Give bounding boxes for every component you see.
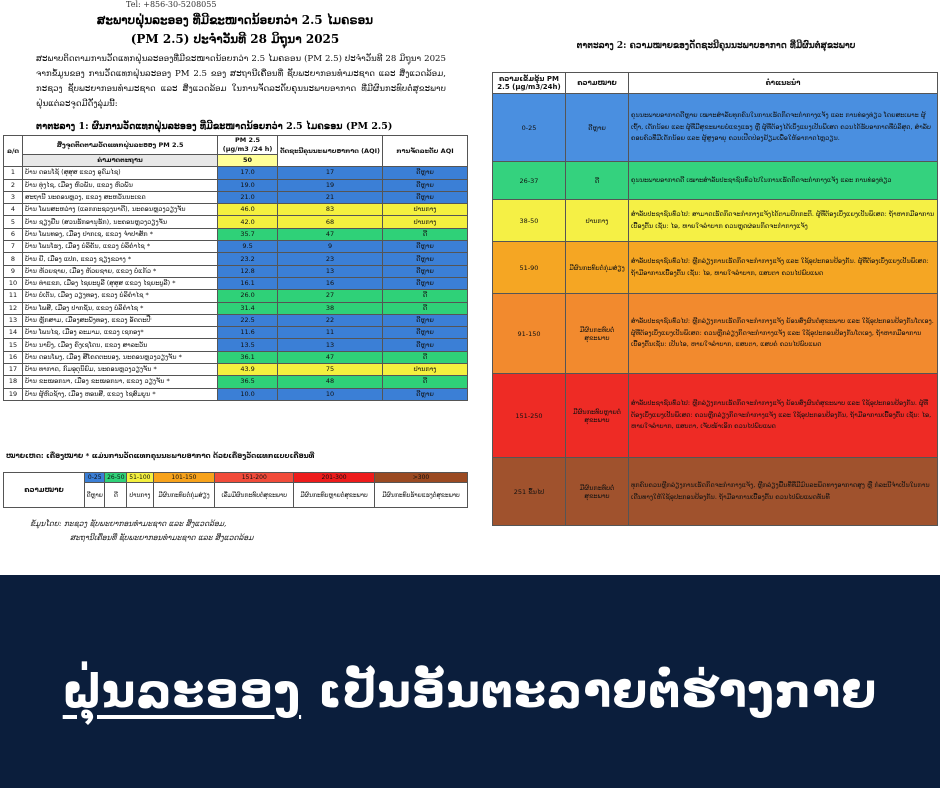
row-advice: ຄຸນນະພາບອາກາດດີຫຼາຍ ເໝາະສໍາລັບທຸກຄົນໃນການເຮັດກິດຈະກໍາກາງແຈ້ງ ແລະ ການທ່ອງທ່ຽວ ໂດຍສະເພາະ ຜູ້ເຖົ້າ, ເດັກນ້ອຍ ແລະ ຜູ້ທີ່ມີສຸຂະພາບບໍ່ແຂງແຮງ ຫຼື ຜູ້ທີ່ຕ້ອງໄດ້ເບິ່ງແຍງເປັນພິເສດ ຄວນໄດ້ຮັບອາກາດທີ່ບໍລິສຸດ, ສໍາລັບຄອບຄົວທີ່ມີເດັກນ້ອຍ ແລະ ຜູ້ສູງອາຍຸ ຄວນເປີດປ່ອງຢ້ຽມເພື່ອໃຫ້ອາກາດໄຫຼວຽນ. — [629, 94, 938, 162]
row-station: ບ້ານ ຫຼັກສາມ, ເມືອງສະພັງທອງ, ແຂວງ ອັດຕະປືⁱ — [23, 314, 218, 326]
row-pm: 26.0 — [218, 290, 278, 302]
row-pm: 21.0 — [218, 191, 278, 203]
col-advice: ຄໍາແນະນໍາ — [629, 73, 938, 94]
row-meaning: ມີຜົນກະທົບຕໍ່ສຸຂະພາບ — [566, 294, 629, 374]
row-no: 11 — [4, 290, 23, 302]
scale-range: 51-100 — [127, 473, 153, 483]
row-pm: 22.5 — [218, 314, 278, 326]
row-no: 19 — [4, 388, 23, 400]
scale-meaning: ມີຜົນກະທົບຮ້າຍແຮງຕໍ່ສຸຂະພາບ — [375, 483, 468, 508]
row-level: ປານກາງ — [383, 204, 468, 216]
row-station: ບ້ານ ໂພນໄຊ, ເມືອງ ລະມາມ, ແຂວງ ເຊກອງ* — [23, 327, 218, 339]
row-station: ບ້ານ ທາກາດ, ກົມອຸຕຸນິຍົມ, ນະຄອນຫຼວງວຽງຈັນ * — [23, 364, 218, 376]
col-level: ການຈັດລະດັບ AQI — [383, 136, 468, 167]
table-row — [493, 162, 938, 200]
source-line-1: ຂໍ້ມູນໂດຍ: ກະຊວງ ຊັບພະຍາກອນທໍາມະຊາດ ແລະ ສິ່ງແວດລ້ອມ, — [30, 519, 227, 528]
row-range: 91-150 — [493, 294, 566, 374]
row-station: ບ້ານ ດອນໂພງ, ເມືອງ ສີໂຄດຕະບອງ, ນະຄອນຫຼວງວຽງຈັນ * — [23, 351, 218, 363]
row-pm: 36.1 — [218, 351, 278, 363]
row-advice: ທຸກຄົນຄວນຫຼີກລ່ຽງການເຮັດກິດຈະກໍາກາງແຈ້ງ, ຫຼີກລ່ຽງພື້ນທີ່ທີ່ມີມົນລະພິດທາງອາກາດສູງ ຫຼື ກໍລະນີຈໍາເປັນໃນການເດີນທາງໃຫ້ໃຊ້ອຸປະກອນປ້ອງກັນ. ຖ້າມີອາການເບື້ອງຕົ້ນ ຄວນໄປພົບແພດທັນທີ — [629, 458, 938, 526]
table-row — [4, 290, 468, 302]
row-no: 3 — [4, 191, 23, 203]
table-row — [4, 314, 468, 326]
col-meaning: ຄວາມໝາຍ — [566, 73, 629, 94]
row-aqi: 9 — [278, 241, 383, 253]
scale-meaning: ດີ — [105, 483, 127, 508]
row-level: ດີ — [383, 302, 468, 314]
contact-phone: Tel: +856-30-5208055 — [126, 0, 217, 9]
row-pm: 12.8 — [218, 265, 278, 277]
row-aqi: 83 — [278, 204, 383, 216]
row-level: ດີຫຼາຍ — [383, 327, 468, 339]
right-report-page — [492, 0, 940, 575]
row-advice: ຄຸນນະພາບອາກາດດີ ເໝາະສໍາລັບປະຊາຊົນທົ່ວໄປໃນການເຮັດກິດຈະກໍາກາງແຈ້ງ ແລະ ການທ່ອງທ່ຽວ — [629, 162, 938, 200]
row-pm: 19.0 — [218, 179, 278, 191]
scale-meaning: ເລີ່ມມີຜົນກະທົບຕໍ່ສຸຂະພາບ — [215, 483, 294, 508]
row-aqi: 38 — [278, 302, 383, 314]
table2-title: ຕາຕະລາງ 2: ຄວາມໝາຍຂອງດັດຊະນີຄຸນນະພາບອາກາດ ທີ່ມີຜົນຕໍ່ສຸຂະພາບ — [576, 41, 856, 51]
row-pm: 17.0 — [218, 167, 278, 179]
row-station: ບ້ານ ໂພນທອງ, ເມືອງ ປາກເຊ, ແຂວງ ຈໍາປາສັກ * — [23, 228, 218, 240]
table-row — [493, 200, 938, 242]
row-aqi: 11 — [278, 327, 383, 339]
scale-label: ຄວາມໝາຍ — [4, 473, 85, 508]
row-level: ດີຫຼາຍ — [383, 253, 468, 265]
scale-range: 101-150 — [153, 473, 215, 483]
row-no: 10 — [4, 277, 23, 289]
pm25-results-table — [3, 135, 468, 401]
row-level: ປານກາງ — [383, 216, 468, 228]
source-line-2: ສະຖານີເຄື່ອນທີ່ ຊັບພະຍາກອນທໍາມະຊາດ ແລະ ສິ່ງແວດລ້ອມ — [70, 533, 254, 542]
row-level: ດີຫຼາຍ — [383, 167, 468, 179]
row-meaning: ມີຜົນກະທົບຫຼາຍຕໍ່ສຸຂະພາບ — [566, 374, 629, 458]
row-level: ປານກາງ — [383, 364, 468, 376]
row-range: 151-250 — [493, 374, 566, 458]
row-aqi: 75 — [278, 364, 383, 376]
row-pm: 42.0 — [218, 216, 278, 228]
row-meaning: ດີຫຼາຍ — [566, 94, 629, 162]
headline-underlined: ຝຸ່ນລະອອງ — [62, 664, 302, 718]
row-no: 15 — [4, 339, 23, 351]
aqi-meaning-table — [492, 72, 938, 526]
row-aqi: 17 — [278, 167, 383, 179]
table-row — [493, 242, 938, 294]
row-no: 13 — [4, 314, 23, 326]
col-aqi: ດັດຊະນີຄຸນນະພາບອາກາດ (AQI) — [278, 136, 383, 167]
row-station: ບ້ານ ບໍ່ເຕັນ, ເມືອງ ວຽງທອງ, ແຂວງ ບໍລິຄໍາໄຊ * — [23, 290, 218, 302]
row-aqi: 10 — [278, 388, 383, 400]
row-station: ບ້ານ ທຸ່ງໄຊ, ເມືອງ ຫົວພັນ, ແຂວງ ຫົວພັນ — [23, 179, 218, 191]
scale-meaning: ດີຫຼາຍ — [85, 483, 105, 508]
row-station: ບ້ານ ຜູ້ຫົວຊ້າງ, ເມືອງ ຫອນສີ, ແຂວງ ໄຊສົມບູນ * — [23, 388, 218, 400]
row-no: 14 — [4, 327, 23, 339]
row-aqi: 13 — [278, 339, 383, 351]
table-row — [4, 376, 468, 388]
scale-range: >300 — [375, 473, 468, 483]
row-no: 16 — [4, 351, 23, 363]
col-pm: PM 2.5 (µg/m3 /24 h) — [218, 136, 278, 155]
row-aqi: 23 — [278, 253, 383, 265]
row-no: 1 — [4, 167, 23, 179]
left-report-page — [0, 0, 470, 575]
row-station: ບ້ານ ຂະໜອກນາ, ເມືອງ ຂະໜອກນາ, ແຂວງ ວຽງຈັນ * — [23, 376, 218, 388]
row-no: 9 — [4, 265, 23, 277]
col-station: ສີ່ງຈຸດຕິດຕາມວັດແທກຝຸ່ນລະອອງ PM 2.5 — [23, 136, 218, 155]
table-row — [4, 191, 468, 203]
table-row — [4, 351, 468, 363]
row-advice: ສໍາລັບປະຊາຊົນທົ່ວໄປ: ຫຼີກລ່ຽງການເຮັດກິດຈະກໍາກາງແຈ້ງ ຍ້ອນສົ່ງຜົນຕໍ່ສຸຂະພາບ ແລະ ໃຊ້ອຸປະກອນປ້ອງກັນ. ຜູ້ທີ່ຕ້ອງເບິ່ງແຍງເປັນພິເສດ: ຄວນຫຼີກລ່ຽງກິດຈະກໍາກາງແຈ້ງ ແລະ ໃຊ້ອຸປະກອນປ້ອງກັນ, ຖ້າມີອາການເບື້ອງຕົ້ນ ເຊັ່ນ: ໄອ, ຫາຍໃຈລໍາບາກ, ແສບຕາ, ເຈັບໜ້າເອິກ ຄວນໄປພົບແພດ — [629, 374, 938, 458]
row-station: ບ້ານ ໂພສີ, ເມືອງ ປາກຊັນ, ແຂວງ ບໍລິຄໍາໄຊ * — [23, 302, 218, 314]
scale-meaning: ປານກາງ — [127, 483, 153, 508]
row-pm: 31.4 — [218, 302, 278, 314]
row-meaning: ມີຜົນກະທົບຕໍ່ກຸ່ມສ່ຽງ — [566, 242, 629, 294]
table-row — [493, 94, 938, 162]
table-note: ໝາຍເຫດ: ເຄື່ອງໝາຍ * ແມ່ນການວັດແທກຄຸນນະພາບອາກາດ ດ້ວຍເຄື່ອງວັດແທກແບບເຄື່ອນທີ່ — [6, 452, 315, 460]
table-row — [4, 364, 468, 376]
row-pm: 16.1 — [218, 277, 278, 289]
row-pm: 35.7 — [218, 228, 278, 240]
row-meaning: ມີຜົນກະທົບຕໍ່ສຸຂະພາບ — [566, 458, 629, 526]
table-row — [4, 339, 468, 351]
table-row — [4, 179, 468, 191]
row-range: 38-50 — [493, 200, 566, 242]
table-row — [4, 241, 468, 253]
scale-range: 0-25 — [85, 473, 105, 483]
row-no: 8 — [4, 253, 23, 265]
row-no: 5 — [4, 216, 23, 228]
row-advice: ສໍາລັບປະຊາຊົນທົ່ວໄປ: ສາມາດເຮັດກິດຈະກໍາກາງແຈ້ງໄດ້ຕາມປົກກະຕິ. ຜູ້ທີ່ຕ້ອງເບິ່ງແຍງເປັນພິເສດ: ຖ້າຫາກມີອາການເບື້ອງຕົ້ນ ເຊັ່ນ: ໄອ, ຫາຍໃຈລໍາບາກ ຄວນຫຼຸດຜ່ອນກິດຈະກໍາກາງແຈ້ງ — [629, 200, 938, 242]
col-range: ຄວາມເຂັ້ມຂຸ້ນ PM 2.5 (µg/m3/24h) — [493, 73, 566, 94]
col-no: ລ/ດ — [4, 136, 23, 167]
row-no: 6 — [4, 228, 23, 240]
table-row — [4, 327, 468, 339]
row-no: 4 — [4, 204, 23, 216]
table-row — [4, 253, 468, 265]
row-pm: 13.5 — [218, 339, 278, 351]
row-no: 7 — [4, 241, 23, 253]
row-aqi: 16 — [278, 277, 383, 289]
row-level: ດີຫຼາຍ — [383, 179, 468, 191]
table1-title: ຕາຕະລາງ 1: ຜົນການວັດແທກຝຸ່ນລະອອງ ທີ່ມີຂະໜາດນ້ອຍກວ່າ 2.5 ໄມຄຣອນ (PM 2.5) — [36, 121, 393, 132]
row-level: ດີຫຼາຍ — [383, 265, 468, 277]
row-range: 251 ຂຶ້ນໄປ — [493, 458, 566, 526]
report-subtitle: (PM 2.5) ປະຈໍາວັນທີ 28 ມິຖຸນາ 2025 — [130, 32, 340, 46]
row-station: ບ້ານ ດອນໂຊ້ (ສຸສຸສ ແຂວງ ອຸດົມໄຊ) — [23, 167, 218, 179]
row-aqi: 47 — [278, 351, 383, 363]
headline-rest: ເປັນອັນຕະລາຍຕໍ່ຮ່າງກາຍ — [301, 664, 878, 718]
table-row — [4, 204, 468, 216]
row-aqi: 19 — [278, 179, 383, 191]
table-row — [4, 228, 468, 240]
row-station: ບ້ານ ໂພນສະຫວ່າງ (ແລກກະຊວງນາດີ), ນະຄອນຫຼວງວຽງຈັນ — [23, 204, 218, 216]
row-aqi: 27 — [278, 290, 383, 302]
row-no: 17 — [4, 364, 23, 376]
row-station: ບ້ານ ນາບົງ, ເມືອງ ຄົງເຊໂດນ, ແຂວງ ສາລະວັນ — [23, 339, 218, 351]
table-row — [4, 167, 468, 179]
scale-meaning: ມີຜົນກະທົບຕໍ່ກຸ່ມສ່ຽງ — [153, 483, 215, 508]
scale-range: 26-50 — [105, 473, 127, 483]
row-no: 18 — [4, 376, 23, 388]
page-gap — [470, 0, 492, 575]
headline — [0, 664, 940, 718]
row-aqi: 13 — [278, 265, 383, 277]
row-station: ບ້ານ ທ່າແຂກ, ເມືອງ ໄຊຍະບູລີ (ສຸສຸສ ແຂວງ ໄຊຍະບູລີ) * — [23, 277, 218, 289]
row-station: ບ້ານ ຍີ, ເມືອງ ແປກ, ແຂວງ ຊຽງຂວາງ * — [23, 253, 218, 265]
data-source — [30, 517, 253, 545]
row-level: ດີຫຼາຍ — [383, 241, 468, 253]
row-station: ສະຖານີ ນະຄອນຫຼວງ, ແຂວງ ສະຫວັນນະເຂດ — [23, 191, 218, 203]
row-level: ດີຫຼາຍ — [383, 314, 468, 326]
row-meaning: ປານກາງ — [566, 200, 629, 242]
row-no: 2 — [4, 179, 23, 191]
table-row — [4, 277, 468, 289]
table-row — [493, 458, 938, 526]
row-level: ດີ — [383, 376, 468, 388]
table-row — [4, 302, 468, 314]
row-pm: 46.0 — [218, 204, 278, 216]
row-station: ບ້ານ ໂພນໂຮງ, ເມືອງ ບໍລິຄັນ, ແຂວງ ບໍລິຄໍາໄຊ * — [23, 241, 218, 253]
table-row — [4, 216, 468, 228]
row-station: ບ້ານ ຊຽງຍືນ (ສວນຮັກອານຸຮັກ), ນະຄອນຫຼວງວຽງຈັນ — [23, 216, 218, 228]
row-level: ດີຫຼາຍ — [383, 388, 468, 400]
table-row — [493, 374, 938, 458]
row-pm: 23.2 — [218, 253, 278, 265]
scale-range: 201-300 — [294, 473, 375, 483]
standard-label: ຄ່າມາດຕະຖານ — [23, 155, 218, 167]
table-row — [4, 388, 468, 400]
row-advice: ສໍາລັບປະຊາຊົນທົ່ວໄປ: ຫຼີກລ່ຽງການເຮັດກິດຈະກໍາກາງແຈ້ງ ຍ້ອນສົ່ງຜົນຕໍ່ສຸຂະພາບ ແລະ ໃຊ້ອຸປະກອນປ້ອງກັນໂຕເອງ. ຜູ້ທີ່ຕ້ອງເບິ່ງແຍງເປັນພິເສດ: ຄວນຫຼີກລ່ຽງກິດຈະກໍາກາງແຈ້ງ ແລະ ໃຊ້ອຸປະກອນປ້ອງກັນໂຕເອງ, ຖ້າຫາກມີອາການເບື້ອງຕົ້ນເຊັ່ນ: ເປັນໄອ, ຫາຍໃຈລໍາບາກ, ແສບຕາ, ແສບຄໍ ຄວນໄປພົບແພດ — [629, 294, 938, 374]
row-level: ດີຫຼາຍ — [383, 277, 468, 289]
row-pm: 11.6 — [218, 327, 278, 339]
table-row — [493, 294, 938, 374]
scale-meaning: ມີຜົນກະທົບຫຼາຍຕໍ່ສຸຂະພາບ — [294, 483, 375, 508]
row-level: ດີ — [383, 228, 468, 240]
row-station: ບ້ານ ຫ້ວຍຊາຍ, ເມືອງ ຫ້ວຍຊາຍ, ແຂວງ ບໍ່ແກ້ວ * — [23, 265, 218, 277]
table-row — [4, 265, 468, 277]
report-title: ສະພາບຝຸ່ນລະອອງ ທີ່ມີຂະໜາດນ້ອຍກວ່າ 2.5 ໄມຄຣອນ — [96, 13, 374, 27]
row-aqi: 48 — [278, 376, 383, 388]
row-level: ດີຫຼາຍ — [383, 339, 468, 351]
row-aqi: 68 — [278, 216, 383, 228]
scale-range: 151-200 — [215, 473, 294, 483]
aqi-scale-legend — [3, 472, 468, 508]
row-pm: 36.5 — [218, 376, 278, 388]
row-range: 26-37 — [493, 162, 566, 200]
row-level: ດີຫຼາຍ — [383, 191, 468, 203]
row-aqi: 47 — [278, 228, 383, 240]
row-aqi: 22 — [278, 314, 383, 326]
row-aqi: 21 — [278, 191, 383, 203]
row-level: ດີ — [383, 290, 468, 302]
row-level: ດີ — [383, 351, 468, 363]
row-advice: ສໍາລັບປະຊາຊົນທົ່ວໄປ: ຫຼີກລ່ຽງການເຮັດກິດຈະກໍາກາງແຈ້ງ ແລະ ໃຊ້ອຸປະກອນປ້ອງກັນ. ຜູ້ທີ່ຕ້ອງເບິ່ງແຍງເປັນພິເສດ: ຖ້າມີອາການເບື້ອງຕົ້ນ ເຊັ່ນ: ໄອ, ຫາຍໃຈລໍາບາກ, ແສບຕາ ຄວນໄປພົບແພດ — [629, 242, 938, 294]
row-range: 51-90 — [493, 242, 566, 294]
row-pm: 43.9 — [218, 364, 278, 376]
row-meaning: ດີ — [566, 162, 629, 200]
row-no: 12 — [4, 302, 23, 314]
standard-value: 50 — [218, 155, 278, 167]
row-range: 0-25 — [493, 94, 566, 162]
row-pm: 9.5 — [218, 241, 278, 253]
row-pm: 10.0 — [218, 388, 278, 400]
report-intro-paragraph: ສະພາບຕິດຕາມການວັດແທກຝຸ່ນລະອອງທີ່ມີຂະໜາດນ້ອຍກວ່າ 2.5 ໄມຄຣອນ (PM 2.5) ປະຈໍາວັນທີ 28 ມິຖຸນາ 2025 ຈາກຂໍ້ມູນຂອງ ການວັດແທກຝຸ່ນລະອອງ PM 2.5 ຂອງ ສະຖານີເຄື່ອນທີ່ ຊັບພະຍາກອນທໍາມະຊາດ ແລະ ສິ່ງແວດລ້ອມ, ກະຊວງ ຊັບພະຍາກອນທໍາມະຊາດ ແລະ ສິ່ງແວດລ້ອມ ໃນການຈັດລະດັບຄຸນນະພາບອາກາດ ທີ່ມີຜົນກະທົບຕໍ່ສຸຂະພາບຝຸ່ນແຕ່ລະຈຸດມີດັ່ງລຸ່ມນີ້: — [36, 54, 446, 109]
